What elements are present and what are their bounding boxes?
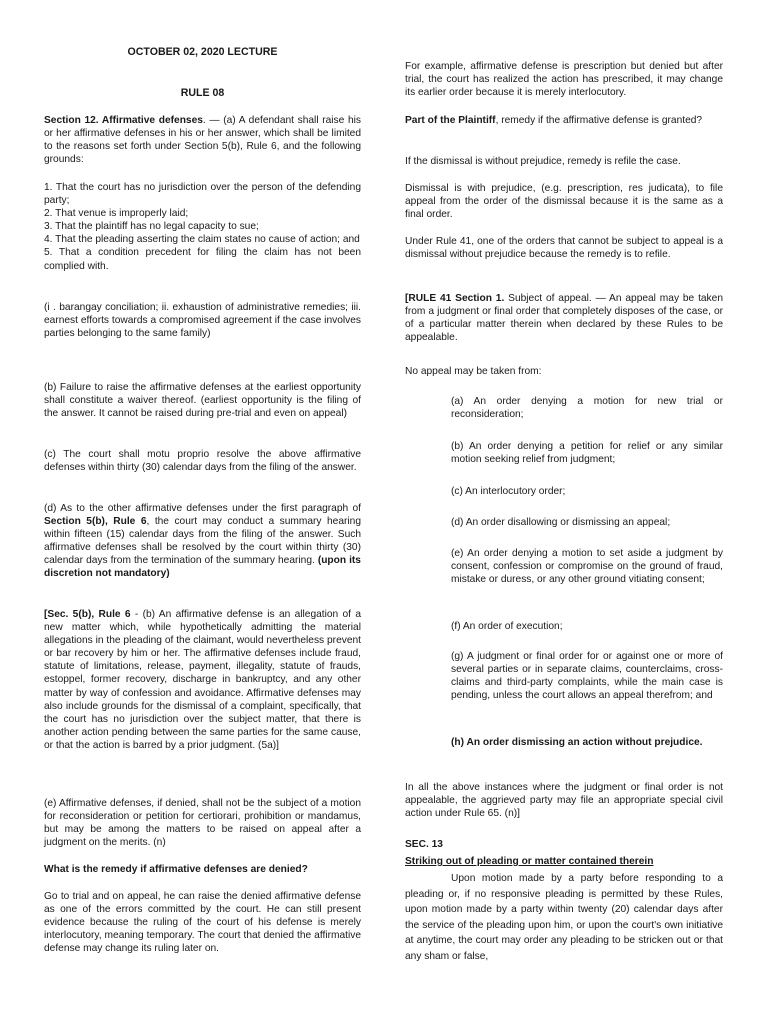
grounds-list (44, 181, 361, 273)
remedy-answer: Go to trial and on appeal, he can raise the denied affirmative defense as one of the errors committed by the court. He can still present evidence because the ruling of the court of his defense is merely interlocutory, meaning temporary. The court that denied the affirmative defense may change its ruling later on. (44, 891, 361, 955)
exception-g: (g) A judgment or final order for or against one or more of several parties or in separate claims, counterclaims, cross-claims and third-party complaints, while the main case is pending, unless the court allows an appeal therefrom; and (451, 651, 723, 702)
paragraph-d-ref: Section 5(b), Rule 6 (44, 516, 147, 528)
conditions-note: (i . barangay conciliation; ii. exhaustion of administrative remedies; iii. earnest efforts towards a compromised agreement if the case involves parties belonging to the same family) (44, 302, 361, 340)
paragraph-b: (b) Failure to raise the affirmative defenses at the earliest opportunity shall constitute a waiver thereof. (earliest opportunity is the filing of the answer. It cannot be raised during pre-trial and even on appeal) (44, 382, 361, 420)
plaintiff-remedy-text: , remedy if the affirmative defense is granted? (495, 115, 703, 126)
plaintiff-remedy-paragraph (405, 114, 723, 127)
exception-d: (d) An order disallowing or dismissing an appeal; (451, 517, 671, 528)
paragraph-e: (e) Affirmative defenses, if denied, shall not be the subject of a motion for reconsideration or petition for certiorari, prohibition or mandamus, but may be among the matters to be raised on appeal after a judgment on the merits. (n) (44, 798, 361, 849)
rule-heading: RULE 08 (180, 87, 225, 99)
sec-13-heading: SEC. 13 (405, 839, 443, 850)
paragraph-d-note: (upon its discretion not mandatory) (44, 555, 361, 580)
paragraph-d-text-1: (d) As to the other affirmative defenses under the first paragraph of (44, 503, 361, 514)
no-appeal-intro: No appeal may be taken from: (405, 366, 542, 377)
ground-3: 3. That the plaintiff has no legal capacity to sue; (44, 221, 259, 233)
dismissal-with-prejudice: Dismissal is with prejudice, (e.g. prescription, res judicata), to file appeal from the order of the dismissal because it is the same as a final order. (405, 183, 723, 221)
section-5b-paragraph (44, 608, 361, 752)
exception-f: (f) An order of execution; (451, 621, 563, 632)
section-12-title: Section 12. Affirmative defenses (44, 115, 203, 126)
paragraph-d (44, 502, 361, 581)
rule-41-section-1-text: Subject of appeal. — An appeal may be taken from a judgment or final order that completely disposes of the case, or of a particular matter therein when declared by these Rules to be appealable. (405, 293, 723, 344)
rule-41-section-1-title: [RULE 41 Section 1. (405, 293, 505, 304)
ground-5: 5. That a condition precedent for filing the claim has not been complied with. (44, 247, 361, 272)
exception-c: (c) An interlocutory order; (451, 486, 566, 497)
ground-4: 4. That the pleading asserting the claim states no cause of action; and (44, 234, 360, 246)
plaintiff-remedy-title: Part of the Plaintiff (405, 115, 496, 126)
exception-h: (h) An order dismissing an action without prejudice. (451, 737, 703, 748)
ground-1: 1. That the court has no jurisdiction over the person of the defending party; (44, 182, 361, 207)
lecture-date-heading: OCTOBER 02, 2020 LECTURE (127, 46, 278, 58)
paragraph-c: (c) The court shall motu proprio resolve the above affirmative defenses within thirty (30) calendar days from the filing of the answer. (44, 449, 361, 474)
section-5b-text: - (b) An affirmative defense is an allegation of a new matter which, while hypothetically admitting the material allegations in the pleading of the claimant, would nevertheless prevent or bar recovery by him or her. The affirmative defenses include fraud, statute of limitations, release, payment, illegality, statute of frauds, estoppel, former recovery, discharge in bankruptcy, and any other matter by way of confession and avoidance. Affirmative defenses may also include grounds for the dismissal of a complaint, specifically, that the court has no jurisdiction over the subject matter, that there is another action pending between the same parties for the same cause, or that the action is barred by a prior judgment. (5a)] (44, 609, 361, 751)
section-5b-ref: [Sec. 5(b), Rule 6 (44, 609, 131, 620)
exception-e: (e) An order denying a motion to set aside a judgment by consent, confession or compromise on the ground of fraud, mistake or duress, or any other ground vitiating consent; (451, 548, 723, 586)
exception-b: (b) An order denying a petition for relief or any similar motion seeking relief from judgment; (451, 441, 723, 466)
rule-41-note: Under Rule 41, one of the orders that cannot be subject to appeal is a dismissal without prejudice because the remedy is to refile. (405, 236, 723, 261)
dismissal-without-prejudice: If the dismissal is without prejudice, remedy is refile the case. (405, 156, 681, 167)
section-12-text: . — (a) A defendant shall raise his or her affirmative defenses in his or her answer, which shall be limited to the reasons set forth under Section 5(b), Rule 6, and the following grounds: (44, 115, 361, 166)
rule-41-section-1 (405, 292, 723, 344)
section-12-paragraph (44, 114, 361, 166)
ground-2: 2. That venue is improperly laid; (44, 208, 189, 220)
example-paragraph: For example, affirmative defense is prescription but denied but after trial, the court has realized the action has prescribed, it may change its earlier order because it is merely interlocutory. (405, 61, 723, 99)
appeal-instances-note: In all the above instances where the judgment or final order is not appealable, the aggrieved party may file an appropriate special civil action under Rule 65. (n)] (405, 782, 723, 820)
sec-13-title: Striking out of pleading or matter contained therein (405, 856, 654, 867)
paragraph-d-text-2: , the court may conduct a summary hearing within fifteen (15) calendar days from the filing of the answer. Such affirmative defenses shall be resolved by the court within thirty (30) calendar days from the termination of the summary hearing. (44, 516, 361, 567)
remedy-question: What is the remedy if affirmative defenses are denied? (44, 864, 308, 875)
exception-a: (a) An order denying a motion for new trial or reconsideration; (451, 396, 723, 421)
sec-13-text: Upon motion made by a party before responding to a pleading or, if no responsive pleading is permitted by these Rules, upon motion made by a party within twenty (20) calendar days after the service of the pleading upon him, or upon the court's own initiative at anytime, the court may order any pleading to be stricken out or that any sham or false, (405, 873, 723, 962)
